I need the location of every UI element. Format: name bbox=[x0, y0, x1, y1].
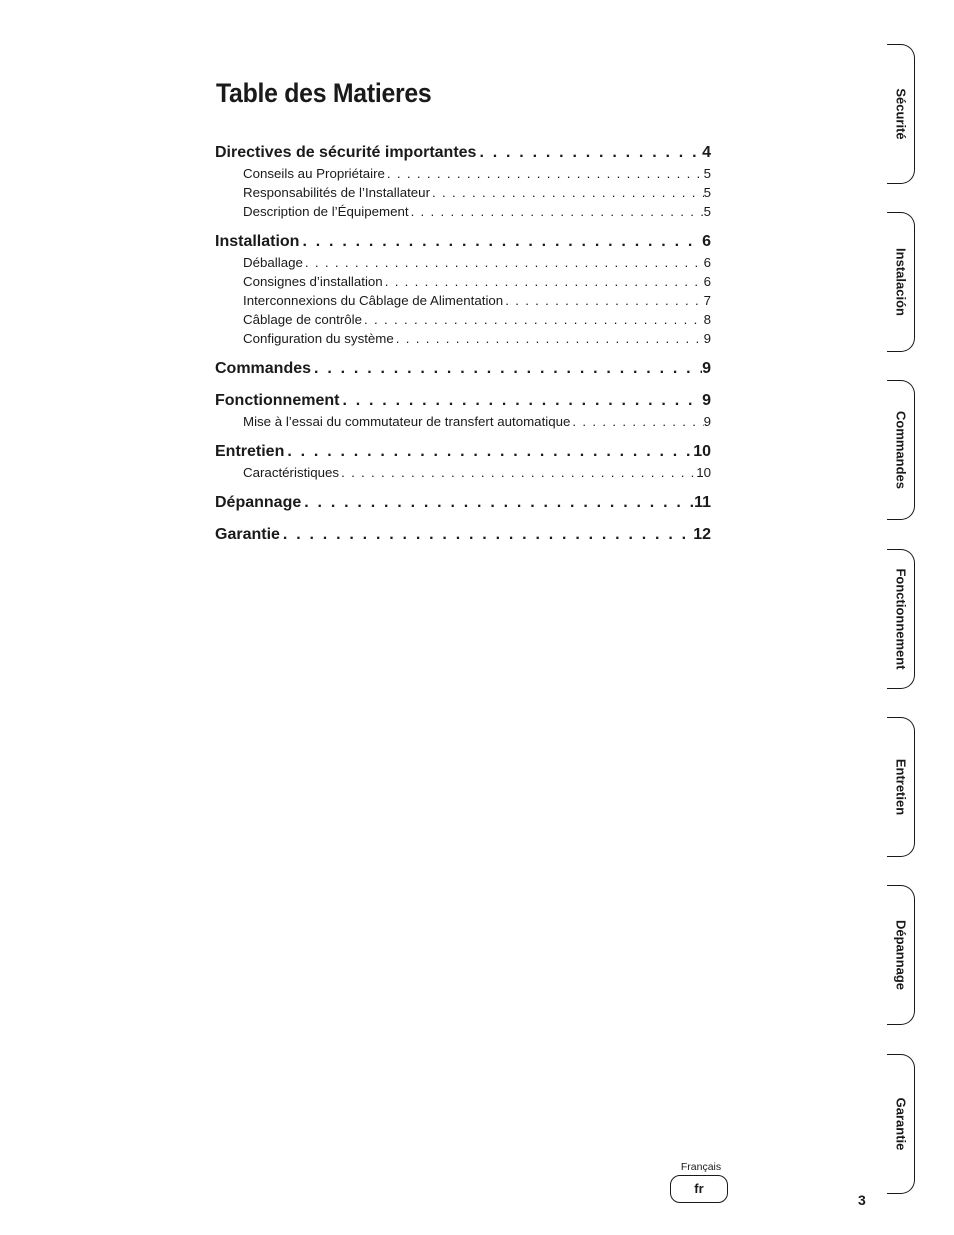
toc-entry[interactable] bbox=[215, 441, 711, 463]
toc-subentry[interactable] bbox=[243, 412, 711, 431]
toc-subentry-page: 6 bbox=[703, 255, 711, 270]
toc-entry-page: 9 bbox=[702, 360, 711, 377]
toc-section-safety bbox=[215, 142, 711, 221]
side-tab-label: Fonctionnement bbox=[893, 568, 908, 670]
toc-subentry-label: Caractéristiques bbox=[243, 465, 340, 480]
toc-entry-label: Installation bbox=[215, 233, 300, 250]
dot-leader bbox=[284, 441, 693, 463]
toc-entry-page: 9 bbox=[702, 392, 711, 409]
side-tab-label: Instalación bbox=[893, 248, 908, 316]
toc-subentry-page: 10 bbox=[696, 465, 711, 480]
toc-subentry[interactable] bbox=[243, 183, 711, 202]
toc-section-fonctionnement bbox=[215, 390, 711, 431]
dot-leader bbox=[409, 202, 704, 221]
toc-entry-label: Commandes bbox=[215, 360, 312, 377]
side-tab-commandes[interactable] bbox=[887, 380, 915, 520]
dot-leader bbox=[303, 253, 704, 272]
toc-section-commandes bbox=[215, 358, 711, 380]
toc-entry-label: Fonctionnement bbox=[215, 392, 340, 409]
toc-subentry[interactable] bbox=[243, 202, 711, 221]
toc-subentry[interactable] bbox=[243, 329, 711, 348]
toc-subentry-label: Interconnexions du Câblage de Alimentation bbox=[243, 293, 504, 308]
side-tab-securite[interactable] bbox=[887, 44, 915, 184]
language-caption: Français bbox=[680, 1161, 722, 1173]
dot-leader bbox=[385, 164, 704, 183]
dot-leader bbox=[339, 390, 702, 412]
toc-subentry-label: Déballage bbox=[243, 255, 303, 270]
toc-entry[interactable] bbox=[215, 390, 711, 412]
dot-leader bbox=[503, 291, 703, 310]
toc-entry-page: 11 bbox=[694, 494, 711, 511]
toc-entry-label: Dépannage bbox=[215, 494, 302, 511]
toc-subentry[interactable] bbox=[243, 463, 711, 482]
toc-entry-page: 12 bbox=[693, 526, 711, 543]
toc-section-depannage bbox=[215, 492, 711, 514]
dot-leader bbox=[299, 231, 702, 253]
side-tab-entretien[interactable] bbox=[887, 717, 915, 857]
toc-subentry-page: 5 bbox=[703, 166, 711, 181]
dot-leader bbox=[383, 272, 704, 291]
dot-leader bbox=[570, 412, 703, 431]
dot-leader bbox=[311, 358, 702, 380]
toc-subentry[interactable] bbox=[243, 310, 711, 329]
toc-subentry-page: 7 bbox=[703, 293, 711, 308]
toc-subentry-label: Responsabilités de l’Installateur bbox=[243, 185, 431, 200]
side-tab-label: Sécurité bbox=[893, 88, 908, 140]
toc-section-entretien bbox=[215, 441, 711, 482]
toc-subentry-label: Conseils au Propriétaire bbox=[243, 166, 385, 181]
toc-entry-label: Entretien bbox=[215, 443, 285, 460]
side-tab-label: Commandes bbox=[893, 410, 908, 490]
toc-subentry-page: 5 bbox=[703, 204, 711, 219]
toc-section-garantie bbox=[215, 524, 711, 546]
toc-subentry-label: Configuration du système bbox=[243, 331, 394, 346]
toc-entry-label: Directives de sécurité importantes bbox=[215, 144, 477, 161]
toc-entry-page: 6 bbox=[702, 233, 711, 250]
toc-entry[interactable] bbox=[215, 231, 711, 253]
toc-entry-page: 10 bbox=[693, 443, 711, 460]
dot-leader bbox=[394, 329, 704, 348]
page-title: Table des Matieres bbox=[216, 78, 432, 108]
toc-subentry-page: 9 bbox=[703, 331, 711, 346]
language-badge[interactable]: fr bbox=[670, 1175, 728, 1203]
dot-leader bbox=[362, 310, 704, 329]
dot-leader bbox=[476, 142, 702, 164]
toc-entry[interactable] bbox=[215, 524, 711, 546]
toc-entry[interactable] bbox=[215, 358, 711, 380]
dot-leader bbox=[430, 183, 704, 202]
side-tab-label: Garantie bbox=[893, 1097, 908, 1151]
side-tab-label: Entretien bbox=[893, 758, 908, 816]
dot-leader bbox=[280, 524, 693, 546]
toc-subentry-label: Câblage de contrôle bbox=[243, 312, 363, 327]
dot-leader bbox=[339, 463, 696, 482]
toc-subentry[interactable] bbox=[243, 291, 711, 310]
side-tab-garantie[interactable] bbox=[887, 1054, 915, 1194]
side-tab-label: Dépannage bbox=[893, 919, 908, 991]
side-tab-fonctionnement[interactable] bbox=[887, 549, 915, 689]
toc-subentry-page: 6 bbox=[703, 274, 711, 289]
toc-subentry-label: Consignes d’installation bbox=[243, 274, 383, 289]
toc-section-installation bbox=[215, 231, 711, 348]
toc-entry-label: Garantie bbox=[215, 526, 280, 543]
toc-entry-page: 4 bbox=[702, 144, 711, 161]
toc-entry[interactable] bbox=[215, 142, 711, 164]
toc-subentry-page: 8 bbox=[703, 312, 711, 327]
toc-subentry[interactable] bbox=[243, 164, 711, 183]
page-number: 3 bbox=[858, 1192, 866, 1208]
table-of-contents bbox=[215, 142, 711, 556]
toc-subentry[interactable] bbox=[243, 272, 711, 291]
toc-subentry-label: Description de l’Équipement bbox=[243, 204, 409, 219]
toc-subentry-page: 5 bbox=[703, 185, 711, 200]
toc-entry[interactable] bbox=[215, 492, 711, 514]
side-tab-depannage[interactable] bbox=[887, 885, 915, 1025]
toc-subentry[interactable] bbox=[243, 253, 711, 272]
side-tab-installation[interactable] bbox=[887, 212, 915, 352]
toc-subentry-page: 9 bbox=[703, 414, 711, 429]
toc-subentry-label: Mise à l’essai du commutateur de transfert automatique bbox=[243, 414, 571, 429]
dot-leader bbox=[301, 492, 694, 514]
